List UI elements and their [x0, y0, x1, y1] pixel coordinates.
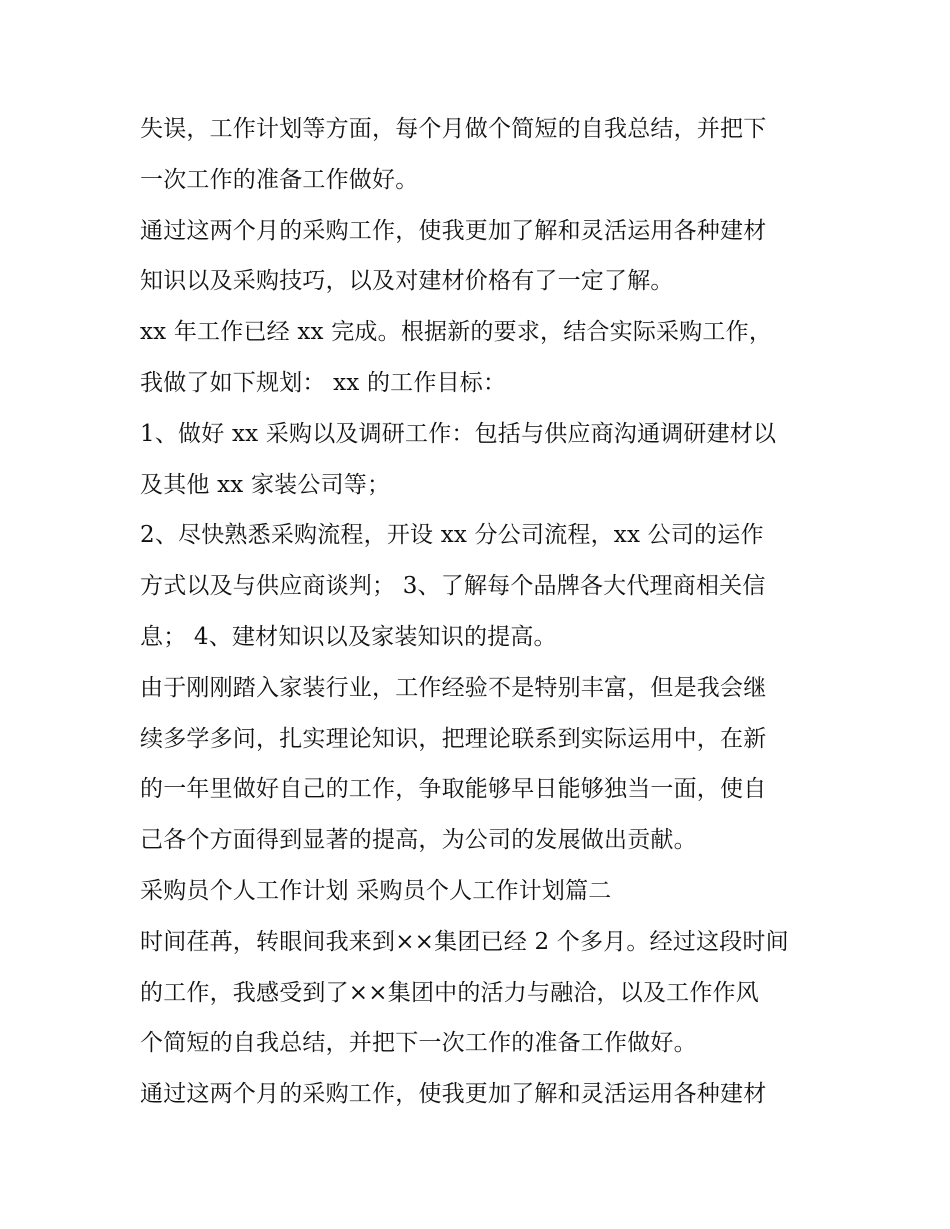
- text-line: 的工作，我感受到了××集团中的活力与融洽，以及工作作风: [140, 979, 759, 1006]
- text-line: 一次工作的准备工作做好。: [140, 166, 419, 193]
- text-line: 方式以及与供应商谈判； 3、了解每个品牌各大代理商相关信: [140, 573, 766, 600]
- text-line: 通过这两个月的采购工作，使我更加了解和灵活运用各种建材: [140, 1081, 767, 1108]
- text-line: 己各个方面得到显著的提高，为公司的发展做出贡献。: [140, 827, 697, 854]
- text-line: 的一年里做好自己的工作，争取能够早日能够独当一面，使自: [140, 776, 767, 803]
- text-line: xx 年工作已经 xx 完成。根据新的要求，结合实际采购工作，: [140, 319, 773, 346]
- text-line: 续多学多问，扎实理论知识，把理论联系到实际运用中，在新: [140, 725, 767, 752]
- text-line: 时间荏苒，转眼间我来到××集团已经 2 个多月。经过这段时间: [140, 928, 789, 955]
- text-line: 由于刚刚踏入家装行业，工作经验不是特别丰富，但是我会继: [140, 674, 767, 701]
- text-line: 知识以及采购技巧，以及对建材价格有了一定了解。: [140, 268, 674, 295]
- text-line: 1、做好 xx 采购以及调研工作：包括与供应商沟通调研建材以: [140, 420, 777, 447]
- text-line: 息； 4、建材知识以及家装知识的提高。: [140, 623, 557, 650]
- text-line: 失误，工作计划等方面，每个月做个简短的自我总结，并把下: [140, 116, 767, 142]
- text-line: 及其他 xx 家装公司等；: [140, 471, 391, 498]
- document-body: [140, 104, 820, 1120]
- text-line: 2、尽快熟悉采购流程，开设 xx 分公司流程，xx 公司的运作: [140, 522, 764, 549]
- text-line: 我做了如下规划： xx 的工作目标：: [140, 369, 507, 396]
- section-heading: 采购员个人工作计划 采购员个人工作计划篇二: [140, 877, 612, 904]
- text-line: 通过这两个月的采购工作，使我更加了解和灵活运用各种建材: [140, 217, 767, 244]
- text-line: 个简短的自我总结，并把下一次工作的准备工作做好。: [140, 1030, 697, 1057]
